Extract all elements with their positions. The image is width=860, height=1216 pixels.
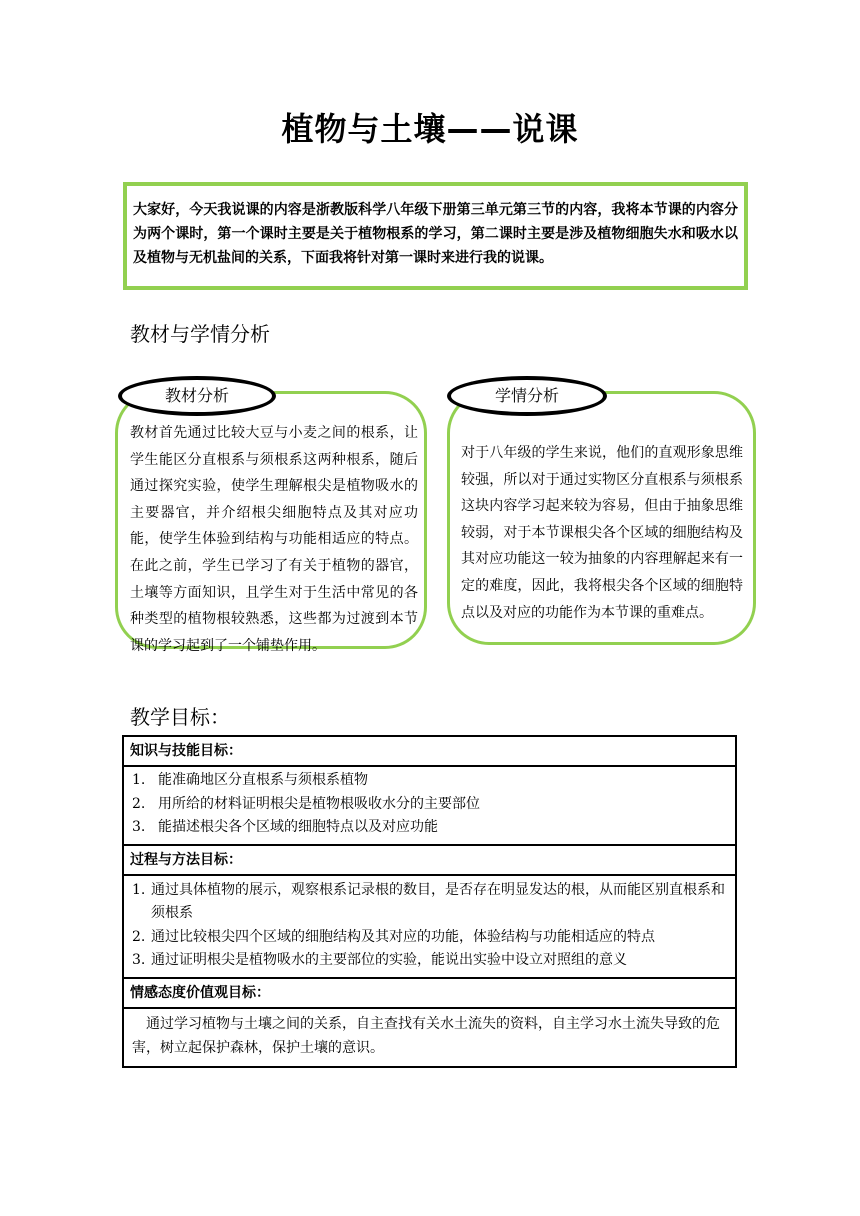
intro-box bbox=[123, 182, 748, 290]
knowledge-goals-cell bbox=[123, 766, 736, 845]
emotion-goals-text: 通过学习植物与土壤之间的关系，自主查找有关水土流失的资料，自主学习水土流失导致的危害，树立起保护森林，保护土壤的意识。 bbox=[132, 1015, 720, 1056]
list-item: 1. 通过具体植物的展示，观察根系记录根的数目，是否存在明显发达的根，从而能区别直根系和须根系 bbox=[132, 881, 725, 921]
emotion-goals-title: 情感态度价值观目标： bbox=[123, 978, 736, 1008]
intro-text: 大家好，今天我说课的内容是浙教版科学八年级下册第三单元第三节的内容，我将本节课的内容分为两个课时，第一个课时主要是关于植物根系的学习，第二课时主要是涉及植物细胞失水和吸水以及植物与无机盐间的关系，下面我将针对第一课时来进行我的说课。 bbox=[133, 202, 738, 266]
emotion-goals-cell bbox=[123, 1008, 736, 1067]
analysis-heading: 教材与学情分析 bbox=[130, 322, 270, 346]
student-analysis-text: 对于八年级的学生来说，他们的直观形象思维较强，所以对于通过实物区分直根系与须根系这块内容学习起来较为容易，但由于抽象思维较弱，对于本节课根尖各个区域的细胞结构及其对应功能这一较为抽象的内容理解起来有一定的难度，因此，我将根尖各个区域的细胞特点以及对应的功能作为本节课的重难点。 bbox=[461, 445, 743, 621]
process-goals-cell bbox=[123, 875, 736, 978]
textbook-analysis-content bbox=[130, 420, 418, 659]
textbook-analysis-label: 教材分析 bbox=[118, 376, 276, 416]
knowledge-goals-list bbox=[132, 769, 727, 840]
page-title: 植物与土壤——说课 bbox=[281, 110, 579, 148]
list-item: 2. 用所给的材料证明根尖是植物根吸收水分的主要部位 bbox=[132, 795, 480, 812]
list-item: 1. 能准确地区分直根系与须根系植物 bbox=[132, 772, 368, 788]
goals-heading: 教学目标： bbox=[130, 705, 230, 729]
student-analysis-content bbox=[461, 440, 743, 626]
goals-table bbox=[122, 735, 737, 1068]
list-item: 3. 能描述根尖各个区域的细胞特点以及对应功能 bbox=[132, 819, 438, 835]
knowledge-goals-title: 知识与技能目标： bbox=[123, 736, 736, 766]
list-item: 2. 通过比较根尖四个区域的细胞结构及其对应的功能，体验结构与功能相适应的特点 bbox=[132, 928, 655, 945]
process-goals-list bbox=[132, 879, 727, 973]
process-goals-title: 过程与方法目标： bbox=[123, 845, 736, 875]
textbook-analysis-text: 教材首先通过比较大豆与小麦之间的根系，让学生能区分直根系与须根系这两种根系，随后通过探究实验，使学生理解根尖是植物吸水的主要器官，并介绍根尖细胞特点及其对应功能，使学生体验到结构与功能相适应的特点。在此之前，学生已学习了有关于植物的器官，土壤等方面知识，且学生对于生活中常见的各种类型的植物根较熟悉，这些都为过渡到本节课的学习起到了一个铺垫作用。 bbox=[130, 425, 418, 654]
student-analysis-label: 学情分析 bbox=[447, 376, 607, 416]
list-item: 3. 通过证明根尖是植物吸水的主要部位的实验，能说出实验中设立对照组的意义 bbox=[132, 952, 627, 968]
